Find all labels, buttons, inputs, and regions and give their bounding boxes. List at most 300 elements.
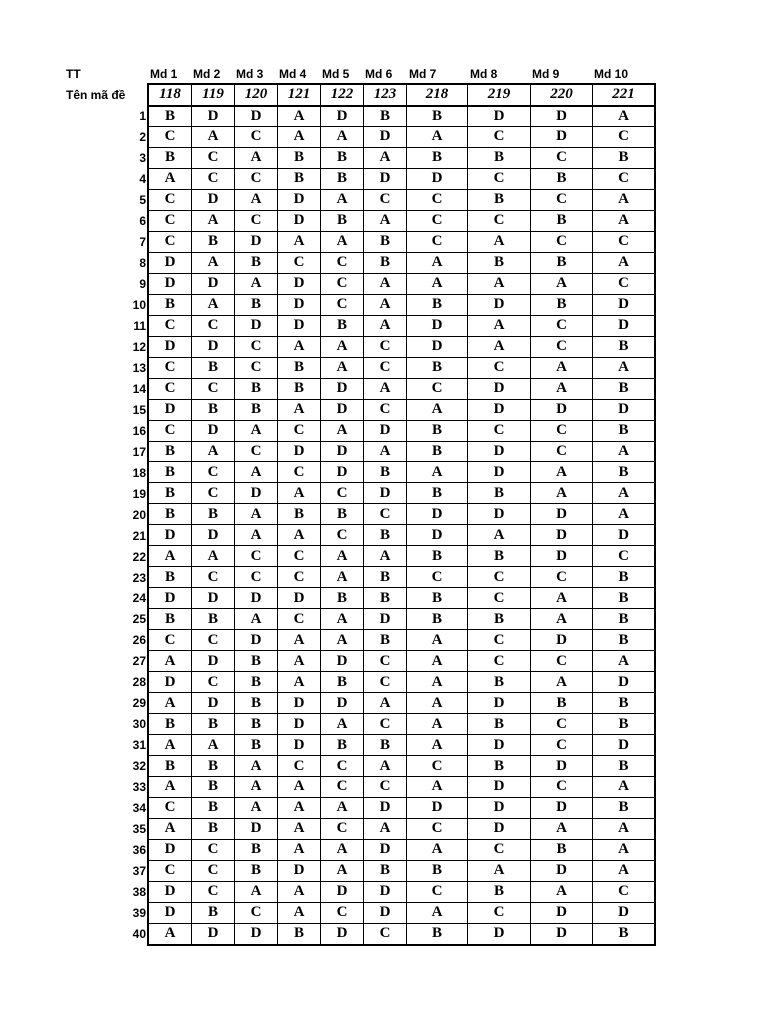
answer-cell: A: [278, 797, 321, 818]
answer-cell: C: [192, 672, 235, 693]
answer-cell: C: [407, 231, 468, 252]
table-row: [149, 336, 655, 357]
answer-cell: C: [364, 357, 407, 378]
answer-cell: A: [321, 630, 364, 651]
answer-cell: A: [593, 252, 655, 273]
answer-cell: D: [192, 588, 235, 609]
answer-cell: B: [192, 357, 235, 378]
question-number: 3: [139, 150, 146, 165]
answer-cell: C: [364, 651, 407, 672]
answer-cell: C: [468, 420, 531, 441]
answer-cell: D: [278, 189, 321, 210]
answer-cell: C: [531, 777, 593, 798]
answer-cell: B: [364, 567, 407, 588]
answer-cell: C: [364, 189, 407, 210]
answer-cell: A: [192, 441, 235, 462]
answer-cell: A: [192, 210, 235, 231]
table-row: [149, 420, 655, 441]
answer-cell: C: [278, 546, 321, 567]
answer-cell: A: [321, 567, 364, 588]
answer-cell: D: [192, 106, 235, 127]
table-row: [149, 106, 655, 127]
answer-cell: C: [407, 567, 468, 588]
question-number: 30: [132, 717, 146, 732]
answer-cell: D: [149, 336, 192, 357]
answer-cell: B: [235, 714, 278, 735]
answer-cell: A: [364, 294, 407, 315]
answer-cell: D: [235, 483, 278, 504]
table-row: [149, 378, 655, 399]
answer-cell: A: [407, 630, 468, 651]
answer-cell: C: [364, 777, 407, 798]
answer-cell: C: [468, 168, 531, 189]
table-row: [149, 294, 655, 315]
answer-cell: C: [321, 777, 364, 798]
answer-cell: B: [235, 651, 278, 672]
answer-cell: B: [149, 567, 192, 588]
answer-cell: D: [593, 294, 655, 315]
answer-cell: B: [364, 630, 407, 651]
answer-cell: C: [321, 818, 364, 839]
answer-cell: A: [364, 273, 407, 294]
exam-code-cell: 122: [321, 85, 364, 106]
table-row: [149, 273, 655, 294]
answer-cell: B: [364, 735, 407, 756]
answer-cell: A: [468, 336, 531, 357]
answer-cell: A: [593, 651, 655, 672]
table-row: [149, 546, 655, 567]
answer-cell: B: [407, 860, 468, 881]
answer-cell: D: [593, 672, 655, 693]
answer-cell: A: [149, 735, 192, 756]
exam-code-cell: 119: [192, 85, 235, 106]
answer-cell: D: [235, 630, 278, 651]
answer-cell: A: [149, 651, 192, 672]
answer-cell: B: [407, 294, 468, 315]
answer-cell: D: [278, 588, 321, 609]
answer-cell: D: [278, 315, 321, 336]
answer-cell: D: [531, 797, 593, 818]
answer-cell: D: [149, 902, 192, 923]
answer-cell: A: [278, 126, 321, 147]
answer-cell: C: [149, 860, 192, 881]
answer-cell: D: [321, 378, 364, 399]
answer-cell: C: [149, 126, 192, 147]
answer-cell: B: [278, 504, 321, 525]
answer-cell: B: [278, 378, 321, 399]
answer-cell: B: [321, 147, 364, 168]
answer-cell: A: [192, 735, 235, 756]
answer-cell: B: [593, 378, 655, 399]
answer-cell: A: [321, 609, 364, 630]
answer-cell: C: [149, 797, 192, 818]
answer-cell: B: [149, 441, 192, 462]
answer-cell: B: [192, 504, 235, 525]
answer-cell: A: [407, 399, 468, 420]
answer-cell: D: [407, 525, 468, 546]
answer-cell: D: [364, 420, 407, 441]
answer-cell: B: [364, 860, 407, 881]
answer-cell: A: [149, 168, 192, 189]
answer-cell: C: [468, 210, 531, 231]
answer-cell: C: [593, 168, 655, 189]
answer-cell: A: [149, 923, 192, 944]
answer-cell: B: [593, 714, 655, 735]
answer-cell: B: [407, 420, 468, 441]
answer-cell: B: [407, 546, 468, 567]
answer-cell: B: [468, 483, 531, 504]
answer-cell: B: [321, 588, 364, 609]
answer-cell: A: [593, 777, 655, 798]
answer-cell: D: [468, 693, 531, 714]
answer-cell: A: [531, 273, 593, 294]
answer-cell: D: [531, 106, 593, 127]
answer-cell: C: [149, 231, 192, 252]
answer-cell: D: [321, 881, 364, 902]
answer-cell: B: [364, 588, 407, 609]
answer-cell: C: [468, 651, 531, 672]
answer-cell: D: [593, 399, 655, 420]
exam-code-cell: 120: [235, 85, 278, 106]
answer-cell: A: [321, 714, 364, 735]
answer-cell: A: [235, 777, 278, 798]
answer-cell: A: [149, 546, 192, 567]
question-number: 4: [139, 171, 146, 186]
question-number: 27: [132, 654, 146, 669]
question-number: 5: [139, 192, 146, 207]
answer-cell: B: [321, 672, 364, 693]
question-number: 13: [132, 360, 146, 375]
answer-cell: A: [278, 630, 321, 651]
answer-cell: C: [321, 294, 364, 315]
column-header: Md 9: [532, 67, 560, 81]
answer-cell: A: [407, 693, 468, 714]
table-row: [149, 651, 655, 672]
answer-cell: B: [321, 168, 364, 189]
question-number: 15: [132, 402, 146, 417]
column-header: Md 8: [470, 67, 498, 81]
answer-cell: C: [235, 336, 278, 357]
table-row: [149, 693, 655, 714]
answer-cell: B: [407, 588, 468, 609]
table-row: [149, 609, 655, 630]
answer-cell: A: [235, 504, 278, 525]
answer-cell: A: [235, 525, 278, 546]
answer-cell: A: [407, 714, 468, 735]
answer-cell: C: [468, 839, 531, 860]
answer-cell: B: [531, 252, 593, 273]
answer-cell: B: [468, 189, 531, 210]
answer-cell: B: [192, 399, 235, 420]
answer-cell: D: [407, 168, 468, 189]
answer-cell: B: [235, 252, 278, 273]
answer-cell: D: [278, 735, 321, 756]
answer-cell: A: [407, 902, 468, 923]
answer-cell: D: [593, 902, 655, 923]
question-number: 28: [132, 675, 146, 690]
answer-cell: A: [531, 378, 593, 399]
table-row: [149, 881, 655, 902]
answer-cell: A: [278, 651, 321, 672]
answer-cell: A: [321, 357, 364, 378]
answer-cell: A: [235, 189, 278, 210]
exam-code-cell: 118: [149, 85, 192, 106]
answer-cell: A: [364, 756, 407, 777]
answer-cell: C: [149, 189, 192, 210]
answer-cell: A: [278, 839, 321, 860]
answer-cell: C: [235, 210, 278, 231]
answer-cell: D: [593, 315, 655, 336]
answer-cell: D: [235, 818, 278, 839]
answer-cell: C: [364, 714, 407, 735]
question-number: 20: [132, 507, 146, 522]
answer-cell: B: [149, 294, 192, 315]
table-row: [149, 735, 655, 756]
answer-cell: A: [192, 126, 235, 147]
column-header: Md 4: [279, 67, 307, 81]
answer-cell: B: [192, 714, 235, 735]
answer-cell: A: [407, 273, 468, 294]
answer-cell: A: [235, 797, 278, 818]
answer-cell: D: [149, 672, 192, 693]
answer-grid: [148, 84, 655, 945]
answer-cell: A: [235, 147, 278, 168]
column-header: Md 3: [236, 67, 264, 81]
answer-cell: B: [149, 609, 192, 630]
answer-cell: D: [593, 735, 655, 756]
question-number: 38: [132, 885, 146, 900]
answer-cell: D: [235, 231, 278, 252]
answer-cell: C: [468, 588, 531, 609]
answer-cell: A: [593, 860, 655, 881]
answer-cell: B: [593, 756, 655, 777]
answer-cell: B: [192, 756, 235, 777]
answer-cell: B: [235, 860, 278, 881]
answer-cell: A: [278, 902, 321, 923]
answer-cell: D: [192, 923, 235, 944]
answer-cell: A: [235, 420, 278, 441]
answer-cell: D: [364, 797, 407, 818]
answer-cell: A: [192, 546, 235, 567]
answer-cell: C: [235, 357, 278, 378]
answer-cell: B: [407, 147, 468, 168]
answer-cell: B: [235, 693, 278, 714]
answer-cell: D: [531, 630, 593, 651]
answer-cell: C: [192, 378, 235, 399]
column-header: Md 10: [594, 67, 629, 81]
answer-cell: D: [235, 588, 278, 609]
answer-cell: A: [278, 106, 321, 127]
answer-cell: C: [235, 126, 278, 147]
table-row: [149, 923, 655, 944]
answer-cell: C: [531, 315, 593, 336]
column-header: Md 2: [193, 67, 221, 81]
answer-cell: A: [407, 777, 468, 798]
table-row: [149, 252, 655, 273]
answer-cell: D: [531, 902, 593, 923]
answer-cell: D: [278, 714, 321, 735]
answer-cell: D: [407, 504, 468, 525]
answer-cell: C: [278, 252, 321, 273]
answer-cell: A: [364, 378, 407, 399]
question-number: 2: [139, 130, 146, 144]
question-number: 33: [132, 780, 146, 795]
answer-cell: D: [278, 860, 321, 881]
answer-cell: C: [531, 336, 593, 357]
answer-cell: D: [364, 609, 407, 630]
table-row: [149, 147, 655, 168]
answer-cell: C: [468, 630, 531, 651]
answer-cell: D: [192, 273, 235, 294]
answer-cell: A: [468, 315, 531, 336]
answer-cell: D: [531, 756, 593, 777]
answer-cell: D: [192, 651, 235, 672]
answer-cell: B: [593, 630, 655, 651]
table-row: [149, 818, 655, 839]
question-number: 32: [132, 759, 146, 774]
answer-cell: A: [593, 357, 655, 378]
answer-cell: C: [235, 546, 278, 567]
answer-cell: A: [192, 252, 235, 273]
answer-cell: D: [321, 651, 364, 672]
answer-cell: C: [149, 315, 192, 336]
answer-cell: B: [364, 231, 407, 252]
answer-cell: B: [235, 672, 278, 693]
answer-cell: A: [321, 839, 364, 860]
answer-cell: D: [468, 399, 531, 420]
answer-cell: A: [321, 189, 364, 210]
answer-cell: C: [235, 441, 278, 462]
answer-cell: A: [593, 441, 655, 462]
question-number: 25: [132, 612, 146, 627]
tt-label: TT: [66, 67, 81, 81]
answer-cell: C: [192, 483, 235, 504]
answer-cell: D: [407, 797, 468, 818]
answer-cell: B: [364, 252, 407, 273]
answer-cell: A: [364, 693, 407, 714]
answer-cell: C: [531, 189, 593, 210]
answer-cell: D: [468, 923, 531, 944]
answer-cell: C: [593, 126, 655, 147]
answer-cell: B: [468, 672, 531, 693]
answer-cell: B: [593, 147, 655, 168]
answer-cell: A: [321, 420, 364, 441]
answer-cell: D: [321, 462, 364, 483]
answer-cell: B: [364, 106, 407, 127]
answer-cell: A: [531, 672, 593, 693]
answer-cell: A: [468, 860, 531, 881]
answer-cell: A: [407, 651, 468, 672]
answer-cell: C: [407, 756, 468, 777]
answer-cell: A: [364, 441, 407, 462]
answer-cell: B: [321, 504, 364, 525]
answer-cell: A: [321, 546, 364, 567]
answer-cell: C: [321, 273, 364, 294]
answer-cell: D: [278, 693, 321, 714]
answer-cell: D: [531, 546, 593, 567]
answer-cell: C: [192, 881, 235, 902]
answer-cell: B: [278, 923, 321, 944]
question-number: 40: [132, 927, 146, 941]
answer-cell: D: [149, 273, 192, 294]
answer-cell: C: [364, 923, 407, 944]
table-row: [149, 860, 655, 881]
table-row: [149, 231, 655, 252]
answer-cell: C: [321, 756, 364, 777]
answer-cell: A: [321, 126, 364, 147]
answer-cell: B: [468, 609, 531, 630]
answer-cell: A: [407, 462, 468, 483]
answer-cell: C: [593, 231, 655, 252]
question-number: 31: [132, 738, 146, 753]
table-row: [149, 756, 655, 777]
answer-cell: C: [278, 756, 321, 777]
answer-cell: C: [235, 902, 278, 923]
answer-cell: A: [321, 231, 364, 252]
table-row: [149, 441, 655, 462]
answer-cell: A: [407, 252, 468, 273]
answer-cell: D: [192, 336, 235, 357]
answer-cell: D: [531, 126, 593, 147]
answer-cell: A: [321, 860, 364, 881]
answer-cell: C: [192, 839, 235, 860]
answer-cell: C: [531, 567, 593, 588]
answer-cell: D: [468, 735, 531, 756]
answer-cell: D: [149, 881, 192, 902]
answer-cell: D: [407, 336, 468, 357]
column-header: Md 7: [409, 67, 437, 81]
answer-cell: D: [468, 777, 531, 798]
answer-cell: B: [192, 777, 235, 798]
answer-cell: A: [149, 693, 192, 714]
exam-code-cell: 221: [593, 85, 655, 106]
question-number: 9: [139, 276, 146, 291]
question-number: 6: [139, 213, 146, 228]
answer-cell: B: [407, 483, 468, 504]
table-row: [149, 315, 655, 336]
table-row: [149, 839, 655, 860]
answer-cell: D: [235, 315, 278, 336]
answer-cell: C: [593, 546, 655, 567]
answer-cell: C: [278, 462, 321, 483]
answer-cell: C: [364, 336, 407, 357]
answer-cell: A: [468, 273, 531, 294]
answer-cell: C: [364, 399, 407, 420]
answer-cell: C: [235, 168, 278, 189]
question-number: 1: [139, 109, 146, 123]
answer-cell: C: [468, 567, 531, 588]
answer-cell: B: [593, 693, 655, 714]
answer-cell: A: [149, 818, 192, 839]
answer-cell: B: [149, 462, 192, 483]
table-row: [149, 714, 655, 735]
answer-cell: A: [278, 231, 321, 252]
question-number: 16: [132, 423, 146, 438]
answer-cell: C: [278, 420, 321, 441]
answer-cell: D: [468, 797, 531, 818]
answer-cell: D: [364, 168, 407, 189]
answer-cell: D: [531, 504, 593, 525]
answer-cell: A: [278, 336, 321, 357]
answer-cell: C: [593, 273, 655, 294]
answer-cell: D: [531, 860, 593, 881]
answer-cell: C: [192, 462, 235, 483]
column-header: Md 5: [322, 67, 350, 81]
table-row: [149, 357, 655, 378]
answer-cell: B: [531, 210, 593, 231]
exam-code-label: Tên mã đề: [66, 88, 126, 102]
answer-cell: C: [149, 210, 192, 231]
